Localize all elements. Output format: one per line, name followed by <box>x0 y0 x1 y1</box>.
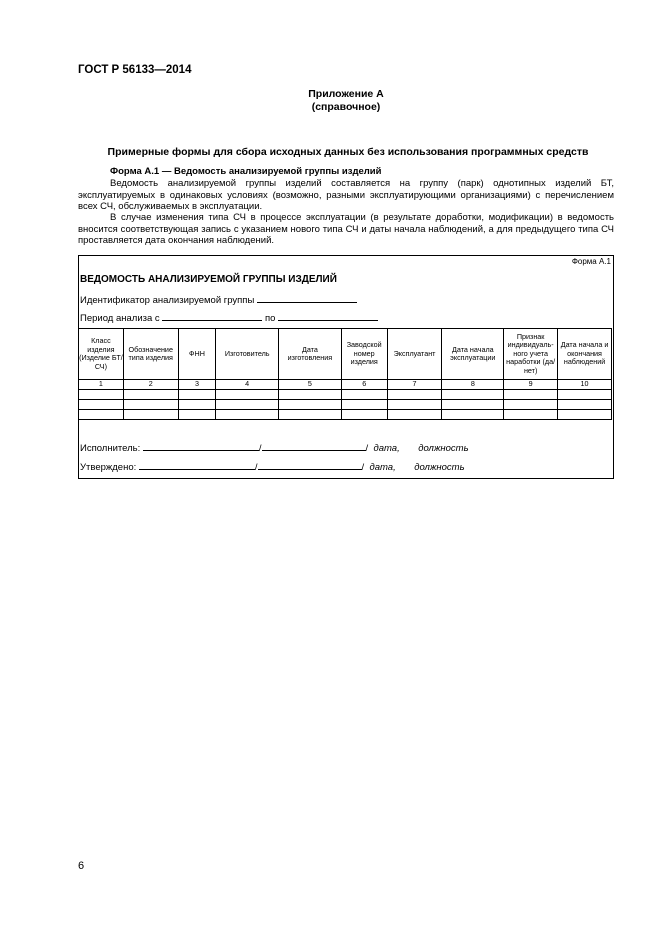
table-cell[interactable] <box>504 390 558 400</box>
group-id-label: Идентификатор анализируемой группы <box>80 295 255 306</box>
table-cell[interactable] <box>178 400 216 410</box>
column-header: Дата начала эксплуатации <box>442 329 504 380</box>
appendix-heading <box>296 88 396 114</box>
executor-row <box>80 440 469 454</box>
column-header: ФНН <box>178 329 216 380</box>
column-number: 1 <box>79 380 124 390</box>
table-row <box>79 390 612 400</box>
table-cell[interactable] <box>216 390 279 400</box>
table-cell[interactable] <box>442 400 504 410</box>
table-cell[interactable] <box>279 390 342 400</box>
form-a1-box <box>78 255 614 479</box>
table-cell[interactable] <box>216 400 279 410</box>
column-number: 7 <box>387 380 442 390</box>
approved-signature-field[interactable] <box>258 459 362 470</box>
column-number: 2 <box>123 380 178 390</box>
table-cell[interactable] <box>341 400 387 410</box>
table-cell[interactable] <box>279 400 342 410</box>
appendix-title: Приложение А <box>308 88 384 100</box>
table-cell[interactable] <box>216 410 279 420</box>
appendix-subtitle: (справочное) <box>311 101 381 113</box>
column-header: Класс изделия (Изделие БТ/СЧ) <box>79 329 124 380</box>
table-cell[interactable] <box>442 410 504 420</box>
table-cell[interactable] <box>123 410 178 420</box>
approved-row <box>80 459 465 473</box>
executor-signature-field[interactable] <box>262 440 366 451</box>
table-cell[interactable] <box>279 410 342 420</box>
form-caption: Форма А.1 — Ведомость анализируемой группы изделий <box>110 166 382 177</box>
column-header: Дата начала и окончания наблюдений <box>558 329 612 380</box>
table-cell[interactable] <box>178 390 216 400</box>
executor-name-field[interactable] <box>143 440 259 451</box>
table-cell[interactable] <box>79 410 124 420</box>
column-number: 8 <box>442 380 504 390</box>
data-table <box>78 328 612 420</box>
table-cell[interactable] <box>504 410 558 420</box>
page-number: 6 <box>78 860 85 872</box>
approved-name-field[interactable] <box>139 459 255 470</box>
table-cell[interactable] <box>442 390 504 400</box>
table-cell[interactable] <box>123 390 178 400</box>
section-title: Примерные формы для сбора исходных данных без использования программных средств <box>107 146 589 158</box>
period-to-field[interactable] <box>278 310 378 321</box>
document-header: ГОСТ Р 56133—2014 <box>78 64 192 76</box>
table-cell[interactable] <box>558 410 612 420</box>
approved-label: Утверждено: <box>80 462 137 473</box>
period-row <box>80 310 378 324</box>
column-number: 4 <box>216 380 279 390</box>
column-number: 9 <box>504 380 558 390</box>
paragraph-2: В случае изменения типа СЧ в процессе эксплуатации (в результате доработки, модификации) в ведомость вносится соответствующая запись с указанием нового типа СЧ и даты начала наблюдений, а для предыдущего типа СЧ проставляется дата окончания наблюдений. <box>78 212 614 246</box>
column-header: Изготовитель <box>216 329 279 380</box>
table-cell[interactable] <box>79 400 124 410</box>
table-cell[interactable] <box>558 390 612 400</box>
date-label: дата, <box>373 443 400 454</box>
column-number-row <box>79 380 612 390</box>
group-id-row <box>80 292 357 306</box>
table-row <box>79 410 612 420</box>
table-cell[interactable] <box>387 410 442 420</box>
table-cell[interactable] <box>504 400 558 410</box>
table-row <box>79 400 612 410</box>
form-label: Форма А.1 <box>571 257 611 266</box>
executor-label: Исполнитель: <box>80 443 141 454</box>
table-header-row <box>79 329 612 380</box>
table-cell[interactable] <box>387 400 442 410</box>
paragraph-1: Ведомость анализируемой группы изделий составляется на группу (парк) однотипных изделий БТ, эксплуатируемых в одинаковых условиях (возможно, разными эксплуатирующими организациями) с перечислением всех СЧ, обслуживаемых в эксплуатации. <box>78 178 614 212</box>
column-header: Эксплуатант <box>387 329 442 380</box>
slash: / <box>365 443 369 454</box>
group-id-field[interactable] <box>257 292 357 303</box>
column-header: Признак индивидуального учета наработки (да/нет) <box>504 329 558 380</box>
slash: / <box>361 462 365 473</box>
position-label: должность <box>418 443 469 454</box>
table-cell[interactable] <box>341 410 387 420</box>
table-cell[interactable] <box>178 410 216 420</box>
table-cell[interactable] <box>558 400 612 410</box>
table-cell[interactable] <box>341 390 387 400</box>
column-header: Обозначение типа изделия <box>123 329 178 380</box>
column-number: 3 <box>178 380 216 390</box>
column-number: 5 <box>279 380 342 390</box>
table-cell[interactable] <box>123 400 178 410</box>
column-number: 6 <box>341 380 387 390</box>
column-header: Дата изготовления <box>279 329 342 380</box>
period-label: Период анализа с <box>80 313 160 324</box>
period-from-field[interactable] <box>162 310 262 321</box>
column-number: 10 <box>558 380 612 390</box>
slash: / <box>254 462 258 473</box>
slash: / <box>258 443 262 454</box>
table-cell[interactable] <box>79 390 124 400</box>
table-cell[interactable] <box>387 390 442 400</box>
form-title: ВЕДОМОСТЬ АНАЛИЗИРУЕМОЙ ГРУППЫ ИЗДЕЛИЙ <box>80 274 337 285</box>
column-header: Заводской номер изделия <box>341 329 387 380</box>
position-label: должность <box>414 462 465 473</box>
date-label: дата, <box>369 462 396 473</box>
period-to-label: по <box>264 313 276 324</box>
